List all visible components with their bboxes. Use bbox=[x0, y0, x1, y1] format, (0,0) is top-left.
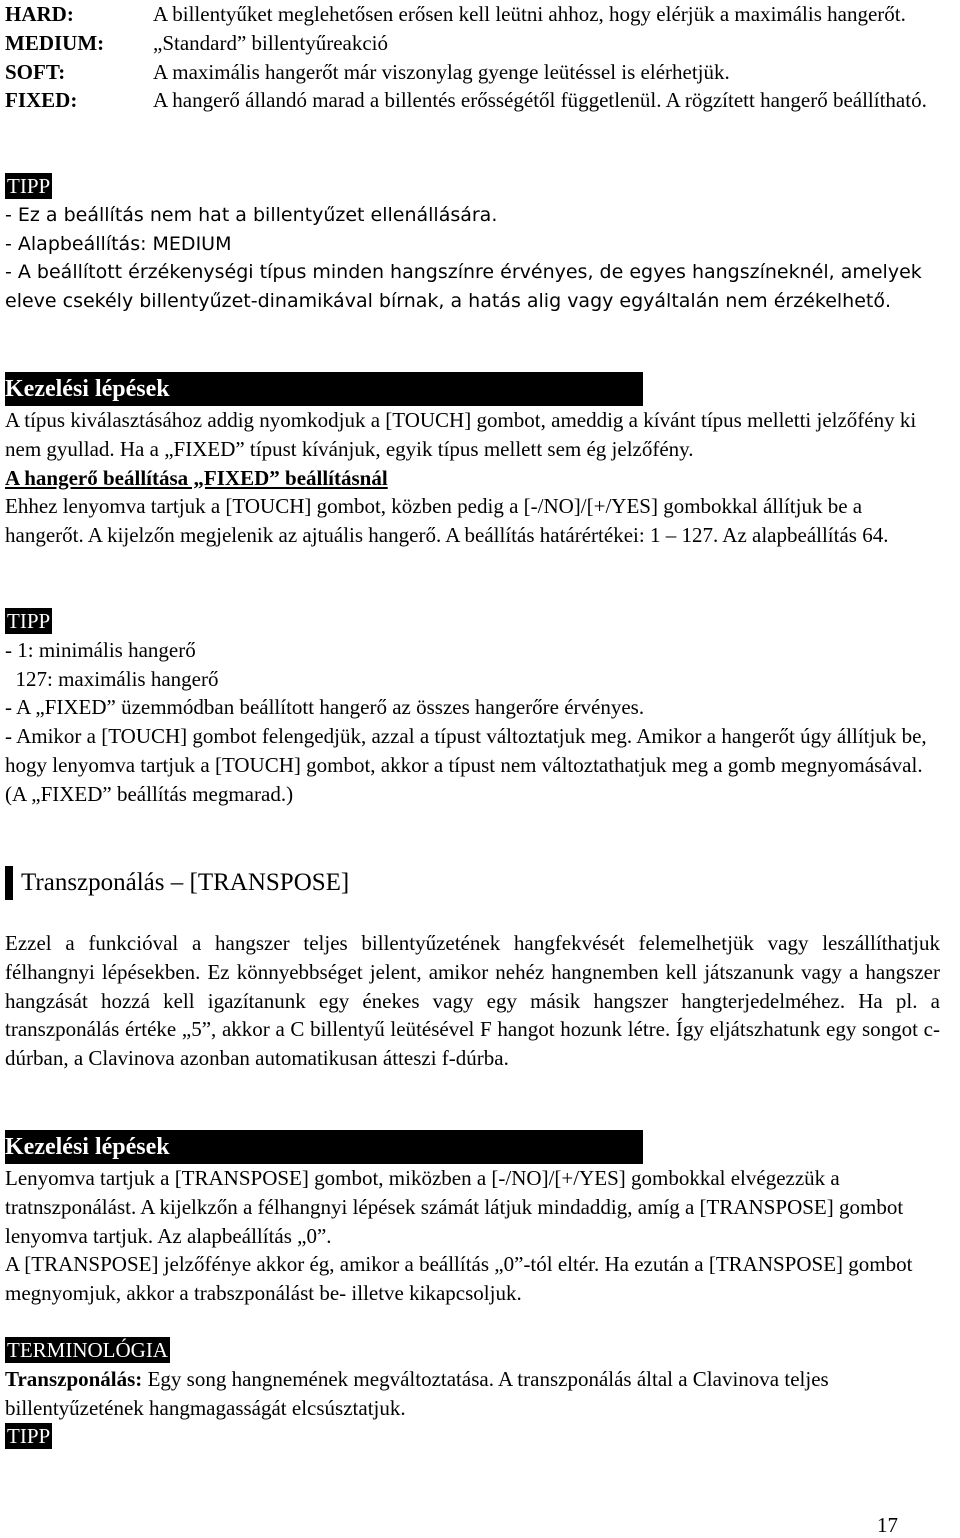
fixed-volume-subheading: A hangerő beállítása „FIXED” beállításnál bbox=[5, 465, 388, 490]
setting-term: FIXED: bbox=[5, 88, 78, 113]
tip-label: TIPP bbox=[7, 174, 51, 198]
transpose-heading-text: Transzponálás – [TRANSPOSE] bbox=[21, 869, 350, 896]
setting-term: HARD: bbox=[5, 2, 74, 26]
section2-body bbox=[5, 1164, 940, 1308]
tip-line: - A „FIXED” üzemmódban beállított hangerő az összes hangerőre érvényes. bbox=[5, 695, 645, 720]
page-number: 17 bbox=[877, 1513, 898, 1537]
tip-line: - Alapbeállítás: MEDIUM bbox=[5, 232, 232, 255]
terminology-term: Transzponálás: bbox=[5, 1366, 143, 1391]
tip-line: - A beállított érzékenységi típus minden hangszínre érvényes, de egyes hangszíneknél, amelyek eleve csekély billentyűzet-dinamikával bírnak, a hatás alig vagy egyáltalán nem érzékelhető. bbox=[5, 261, 922, 313]
section2-paragraph-1: Lenyomva tartjuk a [TRANSPOSE] gombot, miközben a [-/NO]/[+/YES] gombokkal elvégezzük a tratnszponálást. A kijelkzőn a félhangnyi lépések számát látjuk mindaddig, amíg a [TRANSPOSE] gombot lenyomva tartjuk. Az alapbeállítás „0”. bbox=[5, 1166, 904, 1248]
tip-label: TIPP bbox=[7, 1424, 51, 1449]
setting-desc: „Standard” billentyűreakció bbox=[153, 30, 388, 55]
tip-label: TIPP bbox=[7, 609, 51, 633]
section-bar-operation-steps: Kezelési lépések bbox=[5, 372, 643, 406]
tip-line: - Amikor a [TOUCH] gombot felengedjük, azzal a típust változtatjuk meg. Amikor a hangerőt úgy állítjuk be, hogy lenyomva tartjuk a [TOUCH] gombot, akkor a típust nem változtathatjuk meg a gomb megnyomásával. (A „FIXED” beállítás megmarad.) bbox=[5, 724, 927, 806]
section-bar-operation-steps-2: Kezelési lépések bbox=[5, 1130, 643, 1164]
tip-line: - Ez a beállítás nem hat a billentyűzet ellenállására. bbox=[5, 203, 498, 226]
terminology-text: Egy song hangnemének megváltoztatása. A transzponálás által a Clavinova teljes billentyűzetének hangmagasságát elcsúsztatjuk. bbox=[5, 1366, 829, 1420]
tip-line: 127: maximális hangerő bbox=[5, 666, 219, 691]
setting-desc: A maximális hangerőt már viszonylag gyenge leütéssel is elérhetjük. bbox=[153, 59, 730, 84]
setting-desc: A billentyűket meglehetősen erősen kell leütni ahhoz, hogy elérjük a maximális hangerőt. bbox=[153, 2, 906, 26]
setting-term: MEDIUM: bbox=[5, 30, 105, 55]
heading-marker bbox=[5, 866, 13, 900]
section2-paragraph-2: A [TRANSPOSE] jelzőfénye akkor ég, amikor a beállítás „0”-tól eltér. Ha ezután a [TRANSPOSE] gombot megnyomjuk, akkor a trabszponálást be- illetve kikapcsoljuk. bbox=[5, 1252, 913, 1306]
terminology-label: TERMINOLÓGIA bbox=[7, 1338, 168, 1362]
setting-row-medium bbox=[5, 29, 940, 58]
setting-term: SOFT: bbox=[5, 59, 66, 84]
transpose-heading bbox=[5, 865, 349, 901]
transpose-intro: Ezzel a funkcióval a hangszer teljes billentyűzetének hangfekvését felemelhetjük vagy leszállíthatjuk félhangnyi lépésekben. Ez könnyebbséget jelent, amikor nehéz hangnemben kell játszanunk vagy a hangszer hangzását hozzá kell igazítanunk egy énekes vagy egy másik hangszer hangterjedelméhez. Ha pl. a transzponálás értéke „5”, akkor a C billentyű leütésével F hangot hozunk létre. Így eljátszhatunk egy songot c-dúrban, a Clavinova azonban automatikusan átteszi f-dúrba. bbox=[5, 931, 940, 1071]
section1-paragraph: A típus kiválasztásához addig nyomkodjuk a [TOUCH] gombot, ameddig a kívánt típus melletti jelzőfény ki nem gyullad. Ha a „FIXED” típust kívánjuk, egyik típus mellett sem ég jelzőfény. bbox=[5, 408, 917, 461]
terminology-definition bbox=[5, 1365, 940, 1423]
tip-block-1 bbox=[5, 172, 940, 316]
setting-row-soft bbox=[5, 58, 940, 87]
setting-row-fixed bbox=[5, 86, 940, 115]
setting-row-hard bbox=[5, 0, 940, 29]
tip-line: - 1: minimális hangerő bbox=[5, 637, 196, 662]
setting-desc: A hangerő állandó marad a billentés erősségétől függetlenül. A rögzített hangerő beállítható. bbox=[153, 88, 927, 113]
terminology-block bbox=[5, 1336, 940, 1451]
sensitivity-settings-list bbox=[5, 0, 940, 115]
section1-body bbox=[5, 406, 940, 550]
tip-block-2 bbox=[5, 607, 940, 809]
section1-subparagraph: Ehhez lenyomva tartjuk a [TOUCH] gombot, közben pedig a [-/NO]/[+/YES] gombokkal állítjuk be a hangerőt. A kijelzőn megjelenik az ajtuális hangerő. A beállítás határértékei: 1 – 127. Az alapbeállítás 64. bbox=[5, 494, 889, 548]
